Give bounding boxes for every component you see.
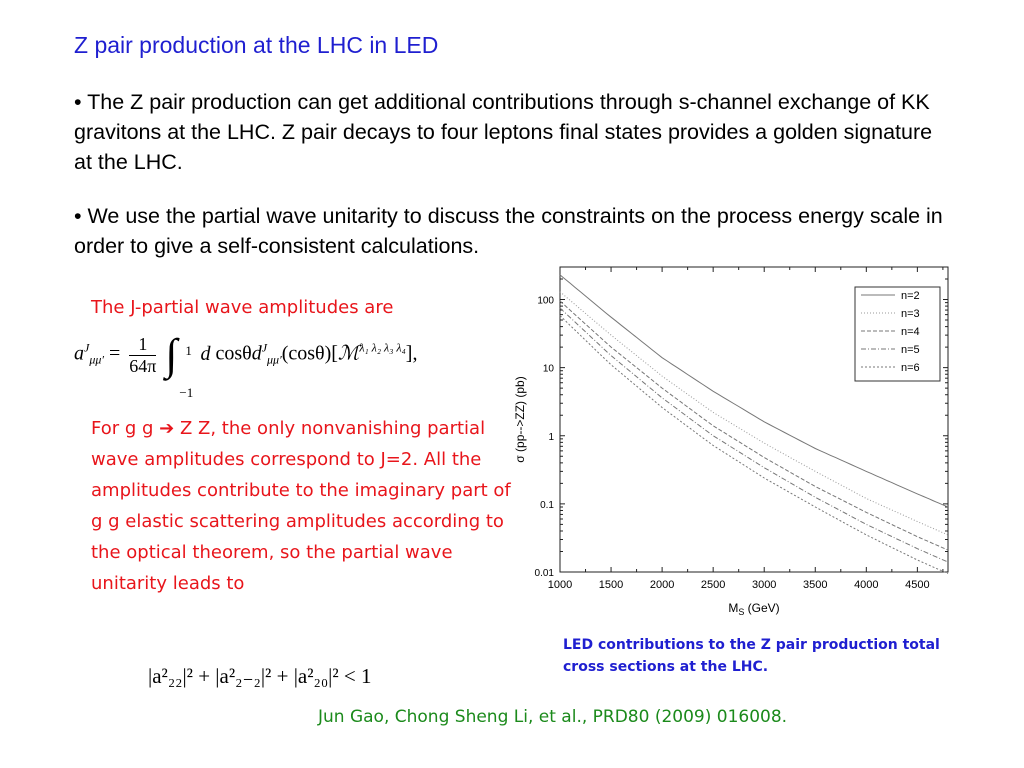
cross-section-chart — [510, 262, 960, 632]
eq-frac-num: 1 — [129, 334, 156, 356]
x-tick-label: 3500 — [803, 579, 828, 591]
eq-arg: (cosθ)[ — [281, 342, 338, 365]
figure-caption: LED contributions to the Z pair production total cross sections at the LHC. — [563, 637, 940, 675]
eq-lhs-sub: μμ′ — [89, 352, 104, 367]
x-axis-label: $M_S$ (GeV) — [728, 601, 780, 617]
x-tick-label: 4000 — [854, 579, 879, 591]
eq-frac-den: 64π — [129, 355, 157, 376]
y-tick-label: 0.01 — [534, 568, 554, 579]
eq-lhs: a — [74, 342, 84, 365]
cross-section-plot — [510, 262, 960, 632]
y-axis-label: σ (pp-->ZZ) (pb) — [513, 376, 527, 463]
x-tick-label: 2500 — [700, 579, 726, 591]
unitarity-inequality: |a²₂₂|² + |a²₂₋₂|² + |a²₂₀|² < 1 — [148, 664, 372, 688]
x-tick-label: 1500 — [598, 579, 624, 591]
y-tick-label: 100 — [537, 295, 554, 307]
eq-wigner-d: d — [251, 342, 262, 365]
gg-prefix: For g g — [91, 418, 160, 439]
legend-label: n=6 — [901, 362, 920, 374]
gg-paragraph — [91, 413, 516, 599]
gg-rest: Z Z, the only nonvanishing partial wave amplitudes correspond to J=2. All the amplitudes contribute to the imaginary part of g g elastic scattering amplitudes according to the optical theorem, so the partial wave unitarity leads to — [91, 418, 511, 594]
legend-label: n=2 — [901, 290, 920, 302]
y-tick-label: 1 — [548, 431, 554, 443]
eq-lhs-sup: J — [84, 340, 90, 355]
y-tick-label: 0.1 — [540, 499, 554, 511]
legend-box — [855, 287, 940, 381]
integral-sign: ∫ 1 −1 — [165, 333, 177, 377]
slide-title: Z pair production at the LHC in LED — [74, 32, 439, 58]
partial-wave-equation — [74, 330, 418, 400]
eq-cos: cosθ — [215, 342, 252, 365]
eq-equals: = — [109, 342, 121, 365]
int-lower: −1 — [179, 385, 194, 400]
eq-M-sup: λ₁ λ₂ λ₃ λ₄ — [359, 340, 406, 355]
eq-wigner-sub: μμ′ — [267, 352, 282, 367]
int-upper: 1 — [185, 343, 192, 358]
bullet-partial-wave-unitarity: • We use the partial wave unitarity to discuss the constraints on the process energy scale in order to give a self-consistent calculations. — [74, 204, 943, 258]
x-tick-label: 1000 — [547, 579, 573, 591]
arrow-icon: ➔ — [159, 418, 175, 439]
y-tick-label: 10 — [542, 363, 554, 375]
bullet-z-pair-production: • The Z pair production can get additional contributions through s-channel exchange of KK gravitons at the LHC. Z pair decays to four leptons final states provides a golden signature at the LHC. — [74, 90, 933, 174]
partial-wave-heading: The J-partial wave amplitudes are — [91, 297, 394, 318]
legend-label: n=3 — [901, 308, 920, 320]
x-tick-label: 3000 — [751, 579, 777, 591]
eq-wigner-sup: J — [261, 340, 268, 355]
citation: Jun Gao, Chong Sheng Li, et al., PRD80 (2009) 016008. — [318, 707, 788, 727]
eq-tail: ], — [405, 342, 418, 365]
eq-d: d — [200, 342, 211, 365]
eq-fraction — [129, 334, 156, 377]
legend-label: n=4 — [901, 326, 920, 338]
legend-label: n=5 — [901, 344, 920, 356]
x-tick-label: 2000 — [649, 579, 675, 591]
eq-M: ℳ — [337, 342, 360, 365]
x-tick-label: 4500 — [905, 579, 930, 591]
